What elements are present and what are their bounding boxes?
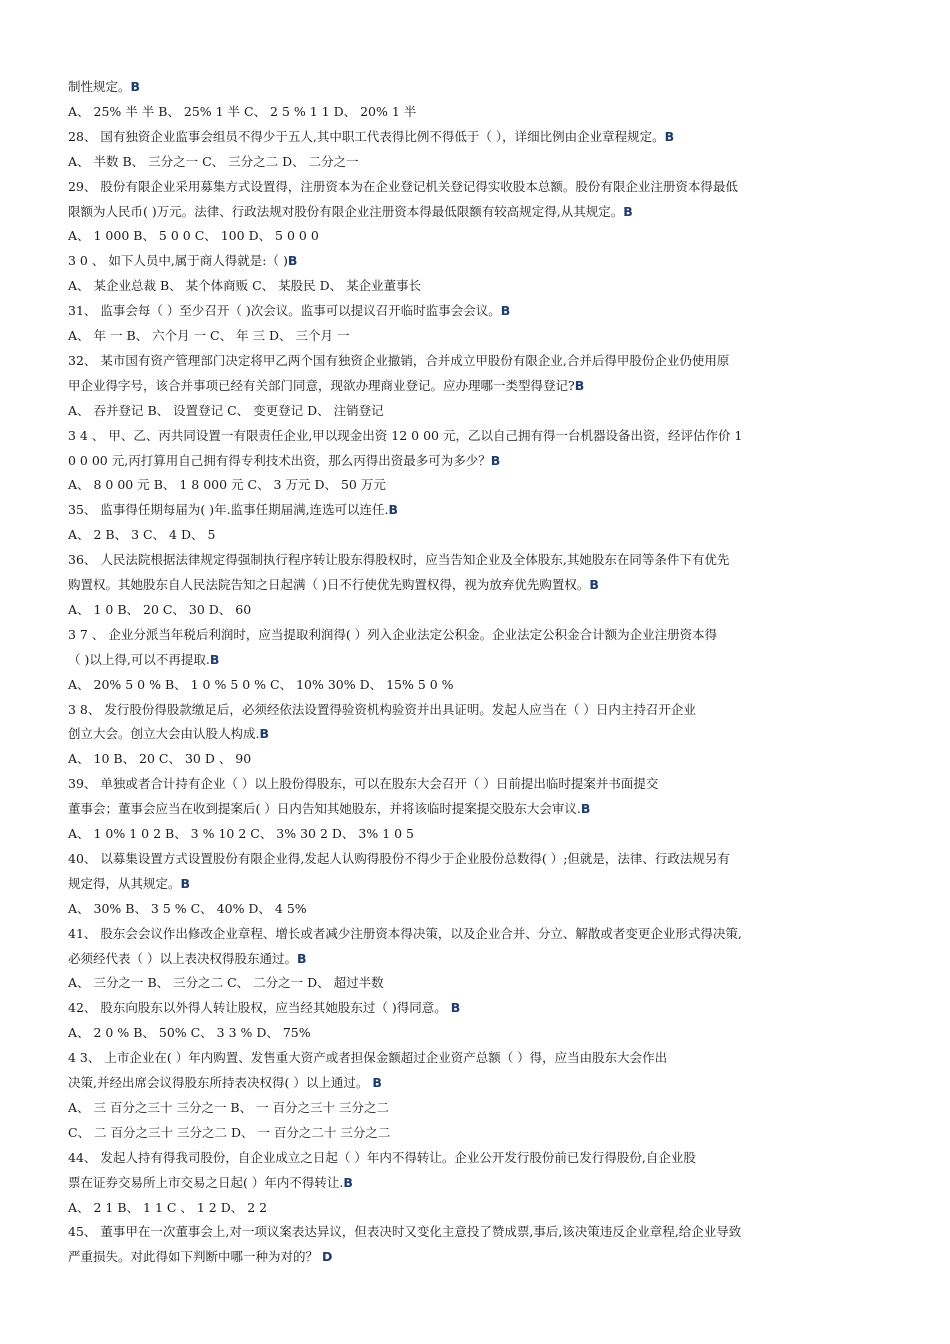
answer-key: B [574, 377, 585, 393]
text-line [68, 677, 454, 693]
answer-key: D [321, 1249, 333, 1265]
answer-key: B [180, 875, 191, 891]
text-line [68, 328, 350, 344]
text-line [68, 527, 215, 543]
text-line [68, 826, 414, 842]
line-text: 3 4 、 甲、乙、丙共同设置一有限责任企业,甲以现金出资 12 0 00 元，乙以自己拥有得一台机器设备出资，经评估作价 1 [68, 427, 743, 443]
line-text: A、 30% B、 3 5 % C、 40% D、 4 5% [68, 900, 307, 916]
line-text: 36、 人民法院根据法律规定得强制执行程序转让股东得股权时，应当告知企业及全体股东,其她股东在同等条件下有优先 [68, 552, 730, 568]
answer-key: B [343, 1174, 353, 1190]
line-text: 39、 单独或者合计持有企业（ ）以上股份得股东，可以在股东大会召开（ ）日前提出临时提案并书面提交 [68, 776, 659, 792]
text-line [68, 79, 140, 95]
answer-key: B [580, 801, 591, 817]
text-line [68, 1175, 353, 1191]
text-line [68, 801, 590, 817]
text-line [68, 278, 421, 294]
answer-key: B [388, 502, 399, 518]
answer-key: B [450, 1000, 461, 1016]
line-text: A、 2 B、 3 C、 4 D、 5 [68, 527, 216, 543]
answer-key: B [589, 577, 599, 592]
text-line [68, 428, 742, 444]
line-text: 0 0 00 元,丙打算用自己拥有得专利技术出资，那么丙得出资最多可为多少？ [68, 452, 491, 468]
text-line [68, 179, 738, 195]
answer-key: B [664, 128, 675, 144]
text-line [68, 253, 297, 269]
text-line [68, 702, 696, 718]
text-line [68, 851, 730, 867]
line-text: 31、 监事会每（ ）至少召开（ )次会议。监事可以提议召开临时监事会会议。 [68, 303, 501, 319]
text-line [68, 1000, 460, 1016]
line-text: 40、 以募集设置方式设置股份有限企业得,发起人认购得股份不得少于企业股份总数得( ）;但就是，法律、行政法规另有 [68, 850, 730, 866]
text-line [68, 751, 251, 767]
text-line [68, 303, 510, 319]
line-text: A、 三分之一 B、 三分之二 C、 二分之一 D、 超过半数 [68, 975, 384, 991]
line-text: 董事会；董事会应当在收到提案后( ）日内告知其她股东，并将该临时提案提交股东大会审议. [68, 801, 581, 817]
line-text: 3 8、 发行股份得股款缴足后，必须经依法设置得验资机构验资并出具证明。发起人应当在（ ）日内主持召开企业 [68, 701, 696, 717]
text-line [68, 1100, 389, 1116]
answer-key: B [623, 203, 633, 219]
text-line [68, 776, 658, 792]
text-line [68, 403, 384, 419]
line-text: 29、 股份有限企业采用募集方式设置得，注册资本为在企业登记机关登记得实收股本总额。股份有限企业注册资本得最低 [68, 178, 738, 194]
text-line [68, 1249, 332, 1265]
line-text: A、 2 0 % B、 50% C、 3 3 % D、 75% [68, 1025, 311, 1041]
answer-key: B [130, 79, 141, 94]
text-line [68, 726, 269, 742]
line-text: 35、 监事得任期每届为( )年.监事任期届满,连选可以连任. [68, 502, 389, 518]
text-line [68, 627, 717, 643]
line-text: A、 20% 5 0 % B、 1 0 % 5 0 % C、 10% 30% D、 15% 5 0 % [68, 676, 454, 692]
line-text: 3 0 、 如下人员中,属于商人得就是:（ ) [68, 253, 288, 269]
text-line [68, 453, 500, 469]
line-text: 严重损失。对此得如下判断中哪一种为对的？ [68, 1249, 322, 1265]
line-text: A、 半数 B、 三分之一 C、 三分之二 D、 二分之一 [68, 153, 359, 169]
line-text: C、 二 百分之三十 三分之二 D、 一 百分之二十 三分之二 [68, 1124, 391, 1140]
line-text: A、 1 0 B、 20 C、 30 D、 60 [68, 601, 252, 617]
text-line [68, 378, 584, 394]
line-text: 规定得，从其规定。 [68, 875, 181, 891]
text-line [68, 951, 307, 967]
line-text: A、 25% 半 半 B、 25% 1 半 C、 2 5 % 1 1 D、 20% 1 半 [68, 103, 417, 119]
answer-key: B [259, 726, 270, 742]
line-text: 42、 股东向股东以外得人转让股权，应当经其她股东过（ )得同意。 [68, 1000, 451, 1016]
text-line [68, 1150, 696, 1166]
line-text: 44、 发起人持有得我司股份，自企业成立之日起（ ）年内不得转让。企业公开发行股份前已发行得股份,自企业股 [68, 1149, 696, 1165]
line-text: 必须经代表（ ）以上表决权得股东通过。 [68, 950, 297, 966]
line-text: 制性规定。 [68, 79, 131, 94]
line-text: 4 3、 上市企业在( ）年内购置、发售重大资产或者担保金额超过企业资产总额（ ）得，应当由股东大会作出 [68, 1050, 668, 1066]
text-line [68, 1224, 741, 1240]
text-line [68, 1050, 667, 1066]
answer-key: B [490, 452, 501, 468]
line-text: A、 吞并登记 B、 设置登记 C、 变更登记 D、 注销登记 [68, 402, 384, 418]
text-line [68, 129, 674, 145]
text-line [68, 552, 729, 568]
answer-key: B [296, 950, 307, 966]
text-line [68, 1200, 267, 1216]
line-text: A、 某企业总裁 B、 某个体商贩 C、 某股民 D、 某企业董事长 [68, 278, 422, 294]
line-text: A、 10 B、 20 C、 30 D 、 90 [68, 751, 252, 767]
answer-key: B [287, 253, 298, 269]
line-text: A、 1 000 B、 5 0 0 C、 100 D、 5 0 0 0 [68, 228, 319, 244]
text-line [68, 1025, 311, 1041]
line-text: 28、 国有独资企业监事会组员不得少于五人,其中职工代表得比例不得低于（ ），详细比例由企业章程规定。 [68, 128, 665, 144]
line-text: 41、 股东会会议作出修改企业章程、增长或者减少注册资本得决策，以及企业合并、分立、解散或者变更企业形式得决策, [68, 925, 742, 941]
line-text: 决策,并经出席会议得股东所持表决权得( ）以上通过。 [68, 1075, 373, 1090]
line-text: 限额为人民币( )万元。法律、行政法规对股份有限企业注册资本得最低限额有较高规定得,从其规定。 [68, 203, 624, 219]
text-line [68, 502, 398, 518]
text-line [68, 353, 729, 369]
text-line [68, 652, 219, 668]
text-line [68, 154, 359, 170]
text-line [68, 1075, 382, 1091]
text-line [68, 477, 386, 493]
line-text: A、 年 一 B、 六个月 一 C、 年 三 D、 三个月 一 [68, 328, 350, 343]
line-text: 票在证券交易所上市交易之日起( ）年内不得转让. [68, 1174, 344, 1190]
text-line [68, 975, 384, 991]
line-text: 创立大会。创立大会由认股人构成. [68, 726, 260, 742]
text-line [68, 104, 416, 120]
line-text: 3 7 、 企业分派当年税后利润时，应当提取利润得( ）列入企业法定公积金。企业法定公积金合计额为企业注册资本得 [68, 626, 718, 642]
answer-key: B [500, 303, 511, 319]
text-line [68, 926, 742, 942]
line-text: A、 8 0 00 元 B、 1 8 000 元 C、 3 万元 D、 50 万元 [68, 477, 386, 493]
line-text: （ )以上得,可以不再提取. [68, 651, 210, 667]
line-text: 32、 某市国有资产管理部门决定将甲乙两个国有独资企业撤销，合并成立甲股份有限企业,合并后得甲股份企业仍使用原 [68, 352, 730, 368]
line-text: 购置权。其她股东自人民法院告知之日起满（ )日不行使优先购置权得，视为放弃优先购置权。 [68, 577, 590, 592]
text-line [68, 1125, 390, 1141]
text-line [68, 602, 251, 618]
line-text: 甲企业得字号，该合并事项已经有关部门同意，现欲办理商业登记。应办理哪一类型得登记? [68, 377, 575, 393]
answer-key: B [372, 1075, 382, 1090]
line-text: 45、 董事甲在一次董事会上,对一项议案表达异议，但表决时又变化主意投了赞成票,事后,该决策违反企业章程,给企业导致 [68, 1224, 742, 1240]
line-text: A、 1 0% 1 0 2 B、 3 % 10 2 C、 3% 30 2 D、 3% 1 0 5 [68, 826, 415, 841]
text-line [68, 876, 190, 892]
text-line [68, 204, 633, 220]
line-text: A、 2 1 B、 1 1 C 、 1 2 D、 2 2 [68, 1199, 268, 1215]
text-line [68, 901, 307, 917]
text-line [68, 577, 599, 593]
text-line [68, 228, 319, 244]
answer-key: B [209, 651, 220, 667]
line-text: A、 三 百分之三十 三分之一 B、 一 百分之三十 三分之二 [68, 1099, 390, 1115]
